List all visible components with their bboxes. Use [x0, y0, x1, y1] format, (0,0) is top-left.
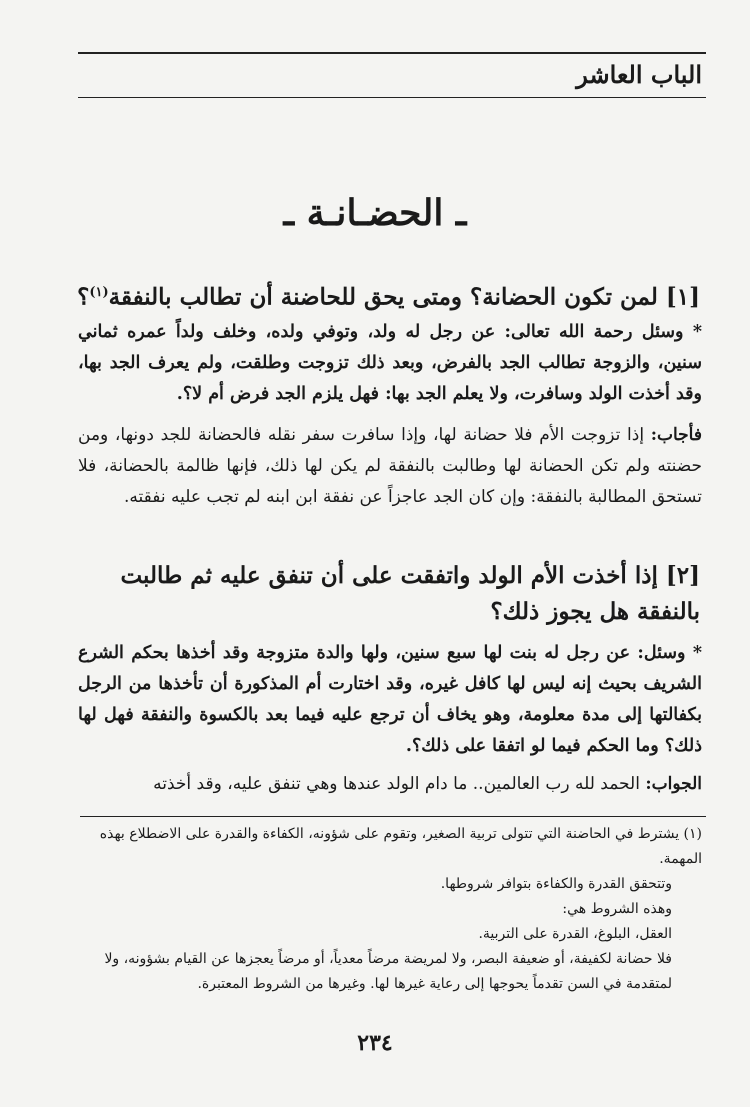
answer-1-paragraph [78, 420, 702, 513]
chapter-title: الباب العاشر [576, 60, 702, 89]
footnote-line: وهذه الشروط هي: [562, 901, 672, 917]
footnotes [78, 822, 702, 997]
section-title: ـ الحضـانـة ـ [283, 192, 467, 234]
answer-1-text: إذا تزوجت الأم فلا حضانة لها، وإذا سافرت سفر نقله فالحضانة للجد دونها، ومن حضنته ولم تكن الحضانة لها وطالبت بالنفقة لم يكن لها ذلك، فإنها ظالمة بالحضانة، فلا تستحق المطالبة بالنفقة: وإن كان الجد عاجزاً عن نفقة ابن ابنه لم تجب عليه نفقته. [78, 425, 702, 507]
answer-2-text: الحمد لله رب العالمين.. ما دام الولد عندها وهي تنفق عليه، وقد أخذته [153, 774, 646, 794]
answer-2-paragraph [78, 769, 702, 800]
footnote-line: (١) يشترط في الحاضنة التي تتولى تربية الصغير، وتقوم على شؤونه، الكفاءة والقدرة على الاضطلاع بهذه المهمة. [99, 826, 702, 867]
footnote-line: وتتحقق القدرة والكفاءة بتوافر شروطها. [440, 876, 672, 892]
answer-1-lead: فأجاب: [650, 425, 702, 445]
question-2-text: * وسئل: عن رجل له بنت لها سبع سنين، ولها والدة متزوجة وقد أخذها بحكم الشرع الشريف بحيث إنه ليس لها كافل غيره، وقد اختارت أم المذكورة أن تأخذها من الرجل بكفالتها إلى مدة معلومة، وهو يخاف أن ترجع عليه فيما بعد بالكسوة والنفقة فهل لها ذلك؟ وما الحكم فيما لو اتفقا على ذلك؟. [78, 643, 702, 756]
answer-2-lead: الجواب: [645, 774, 702, 794]
question-1-title-end: ؟ [77, 283, 90, 311]
footnote-line: فلا حضانة لكفيفة، أو ضعيفة البصر، ولا لمريضة مرضاً معدياً، أو مرضاً يعجزها عن القيام بشؤونه، ولا لمتقدمة في السن تقدماً يحوجها إلى رعاية غيرها لها. وغيرها من الشروط المعتبرة. [104, 951, 672, 992]
footnote-mark: (١) [89, 285, 109, 300]
page-number: ٢٣٤ [357, 1030, 393, 1056]
question-1-text: * وسئل رحمة الله تعالى: عن رجل له ولد، وتوفي ولده، وخلف ولداً عمره ثماني سنين، والزوجة تطالب الجد بالفرض، وبعد ذلك تزوجت وطلقت، ولم يعرف الجد بها، وقد أخذت الولد وسافرت، ولا يعلم الجد بها: فهل يلزم الجد فرض أم لا؟. [78, 322, 702, 404]
footnote-line: العقل، البلوغ، القدرة على التربية. [478, 926, 672, 942]
question-2-title: [٢] إذا أخذت الأم الولد واتفقت على أن تنفق عليه ثم طالبت بالنفقة هل يجوز ذلك؟ [120, 562, 700, 625]
question-1-title-text: [١] لمن تكون الحضانة؟ ومتى يحق للحاضنة أن تطالب بالنفقة [108, 283, 700, 311]
footnote-rule [80, 816, 706, 817]
question-1-title [60, 275, 700, 316]
header-bottom-rule [78, 97, 706, 98]
header-top-rule [78, 52, 706, 54]
